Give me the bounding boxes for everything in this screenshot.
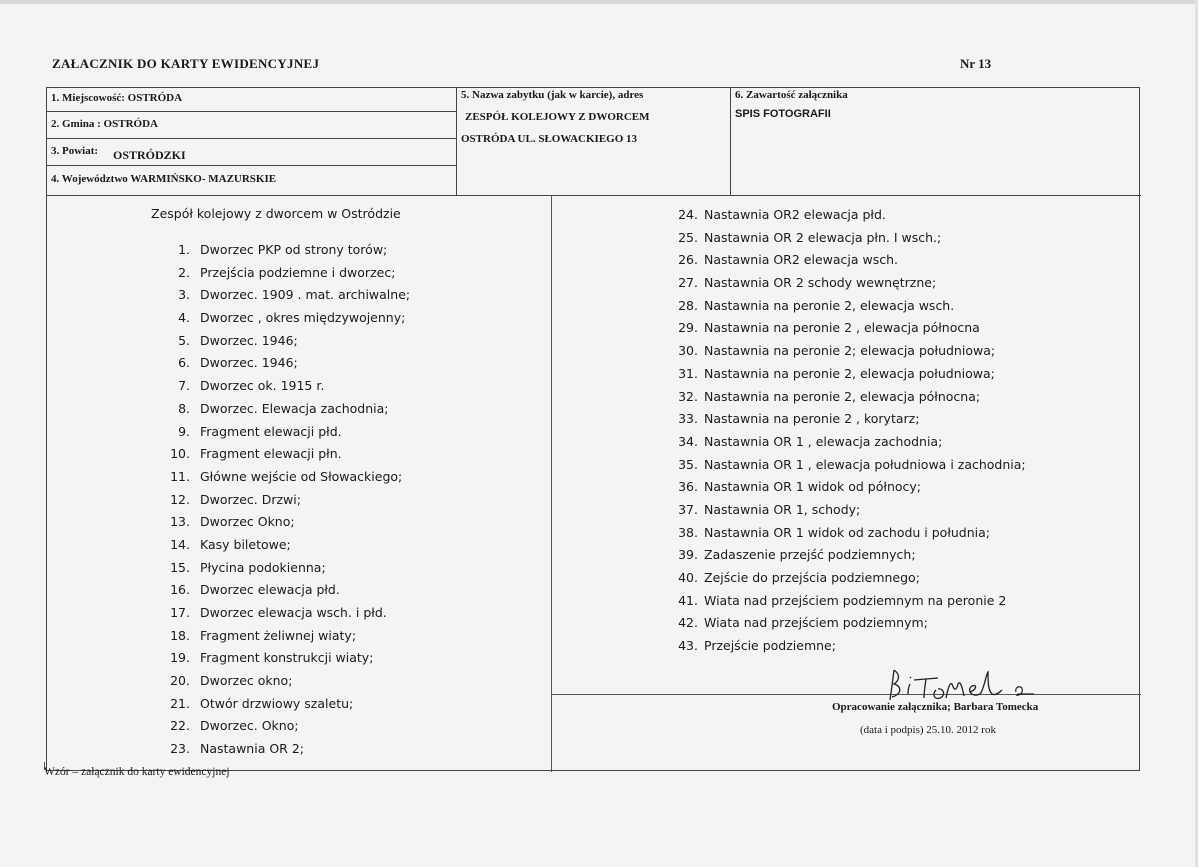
photo-list-item [150, 375, 530, 398]
photo-item-number: 29. [678, 320, 698, 336]
photo-item-text: Przejście podziemne; [704, 638, 836, 654]
photo-list-item [674, 363, 1134, 386]
photo-list-item [674, 544, 1134, 567]
photo-list-item [150, 489, 530, 512]
field-nazwa-line1: ZESPÓŁ KOLEJOWY Z DWORCEM [465, 111, 650, 123]
photo-item-number: 30. [678, 343, 698, 359]
photo-list-item [150, 511, 530, 534]
photo-item-number: 2. [178, 264, 190, 280]
scan-edge-top [0, 0, 1198, 4]
photo-list-item [150, 421, 530, 444]
photo-item-number: 35. [678, 456, 698, 472]
photo-item-text: Nastawnia OR 2; [200, 741, 304, 757]
photo-item-text: Fragment elewacji płd. [200, 423, 342, 439]
photo-item-text: Dworzec. 1946; [200, 355, 298, 371]
photo-list-item [150, 239, 530, 262]
photo-item-text: Fragment elewacji płn. [200, 446, 342, 462]
photo-list-item [150, 647, 530, 670]
field-nazwa-label: 5. Nazwa zabytku (jak w karcie), adres [461, 89, 644, 101]
photo-list-item [674, 295, 1134, 318]
photo-list-item [150, 579, 530, 602]
photo-item-text: Wiata nad przejściem podziemnym na peronie 2 [704, 592, 1007, 608]
field-wojewodztwo-text: 4. Województwo WARMIŃSKO- MAZURSKIE [51, 173, 277, 185]
photo-item-number: 1. [178, 242, 190, 257]
photo-item-number: 36. [678, 479, 698, 495]
photo-item-number: 3. [178, 287, 190, 303]
photo-item-text: Dworzec elewacja wsch. i płd. [200, 605, 387, 620]
signature-rule [552, 694, 1141, 695]
photo-item-text: Nastawnia OR 2 schody wewnętrzne; [704, 275, 937, 291]
photo-item-number: 41. [678, 592, 698, 608]
photo-item-text: Dworzec Okno; [200, 514, 295, 530]
photo-item-number: 18. [170, 627, 190, 643]
photo-item-number: 34. [678, 433, 698, 449]
photo-list-item [674, 340, 1134, 363]
photo-item-number: 39. [678, 547, 698, 563]
photo-list-left [150, 239, 530, 761]
handwritten-signature [884, 664, 1044, 706]
prepared-by: Opracowanie załącznika; Barbara Tomecka [832, 701, 1039, 713]
photo-item-text: Nastawnia na peronie 2, elewacja wsch. [704, 297, 955, 313]
photo-item-text: Nastawnia na peronie 2; elewacja południowa; [704, 343, 996, 359]
photo-item-text: Dworzec PKP od strony torów; [200, 242, 388, 257]
photo-list-item [150, 352, 530, 375]
photo-item-text: Fragment żeliwnej wiaty; [200, 627, 357, 643]
date-and-signature-line: (data i podpis) 25.10. 2012 rok [860, 724, 996, 736]
field-nazwa-line2: OSTRÓDA UL. SŁOWACKIEGO 13 [461, 133, 638, 145]
photo-item-number: 15. [170, 559, 190, 575]
photo-item-number: 43. [678, 638, 698, 654]
photo-item-text: Przejścia podziemne i dworzec; [200, 264, 396, 280]
photo-list-item [674, 204, 1134, 227]
photo-item-number: 21. [170, 695, 190, 711]
field-zawartosc [731, 88, 1141, 196]
photo-list-item [674, 499, 1134, 522]
photo-item-text: Nastawnia OR 1 widok od północy; [704, 479, 921, 495]
footer-note: Wzór – załącznik do karty ewidencyjnej [44, 766, 230, 778]
photo-item-number: 4. [178, 310, 190, 326]
photo-item-number: 11. [170, 468, 190, 484]
photo-list-item [674, 612, 1134, 635]
photo-list-item [150, 738, 530, 761]
photo-item-text: Otwór drzwiowy szaletu; [200, 695, 354, 711]
field-nazwa-zabytku [457, 88, 731, 196]
photo-item-text: Wiata nad przejściem podziemnym; [704, 615, 928, 631]
photo-list-item [674, 386, 1134, 409]
photo-list-item [674, 635, 1134, 658]
field-powiat-label: 3. Powiat: [51, 145, 99, 157]
photo-item-text: Dworzec. Okno; [200, 718, 299, 734]
photo-list-item [674, 454, 1134, 477]
field-powiat [47, 139, 457, 166]
photo-list-item [150, 466, 530, 489]
photo-item-number: 7. [178, 378, 190, 394]
photo-list-heading: Zespół kolejowy z dworcem w Ostródzie [151, 206, 401, 221]
photo-list-item [674, 317, 1134, 340]
photo-list-item [150, 398, 530, 421]
photo-item-text: Zadaszenie przejść podziemnych; [704, 547, 916, 563]
photo-item-text: Nastawnia OR2 elewacja płd. [704, 207, 886, 222]
photo-item-number: 23. [170, 741, 190, 757]
photo-list-item [150, 625, 530, 648]
photo-item-number: 12. [170, 491, 190, 507]
photo-item-number: 32. [678, 388, 698, 404]
photo-list-item [150, 534, 530, 557]
photo-list-item [150, 284, 530, 307]
photo-list-item [150, 602, 530, 625]
photo-item-number: 8. [178, 400, 190, 416]
field-miejscowosc-text: 1. Miejscowość: OSTRÓDA [51, 92, 183, 104]
photo-list-item [150, 670, 530, 693]
photo-item-text: Nastawnia OR2 elewacja wsch. [704, 252, 899, 268]
photo-list-item [674, 408, 1134, 431]
photo-item-number: 13. [170, 514, 190, 530]
photo-item-number: 17. [170, 605, 190, 620]
photo-item-number: 5. [178, 332, 190, 348]
photo-item-text: Główne wejście od Słowackiego; [200, 468, 403, 484]
field-powiat-value: OSTRÓDZKI [113, 148, 186, 162]
field-zawartosc-value: SPIS FOTOGRAFII [735, 108, 831, 120]
photo-list-item [674, 522, 1134, 545]
photo-item-number: 6. [178, 355, 190, 371]
photo-item-number: 31. [678, 365, 698, 381]
photo-item-text: Nastawnia na peronie 2 , elewacja północna [704, 320, 980, 336]
photo-item-text: Zejście do przejścia podziemnego; [704, 570, 920, 585]
photo-item-text: Dworzec okno; [200, 673, 293, 689]
photo-item-text: Dworzec. 1909 . mat. archiwalne; [200, 287, 411, 303]
photo-list-item [150, 330, 530, 353]
photo-item-number: 28. [678, 297, 698, 313]
photo-list-item [674, 567, 1134, 590]
photo-item-text: Dworzec elewacja płd. [200, 582, 340, 598]
photo-item-number: 40. [678, 570, 698, 585]
column-divider [551, 196, 552, 772]
photo-list-item [150, 307, 530, 330]
photo-item-number: 24. [678, 207, 698, 222]
photo-list-item [674, 431, 1134, 454]
photo-list-item [150, 443, 530, 466]
photo-list-item [150, 693, 530, 716]
photo-item-text: Dworzec. Drzwi; [200, 491, 301, 507]
photo-item-text: Kasy biletowe; [200, 536, 291, 552]
photo-item-text: Nastawnia na peronie 2, elewacja północna; [704, 388, 981, 404]
photo-item-number: 22. [170, 718, 190, 734]
photo-list-item [674, 272, 1134, 295]
field-gmina-text: 2. Gmina : OSTRÓDA [51, 118, 158, 130]
photo-list-item [150, 715, 530, 738]
photo-item-text: Nastawnia OR 1, schody; [704, 501, 861, 517]
photo-item-text: Dworzec. Elewacja zachodnia; [200, 400, 389, 416]
document-number: Nr 13 [960, 56, 992, 71]
photo-item-text: Nastawnia OR 1 , elewacja zachodnia; [704, 433, 943, 449]
photo-list-right [674, 204, 1134, 658]
photo-item-text: Nastawnia OR 1 , elewacja południowa i zachodnia; [704, 456, 1026, 472]
photo-list-item [674, 476, 1134, 499]
field-miejscowosc [47, 88, 457, 112]
photo-item-number: 38. [678, 524, 698, 540]
photo-item-number: 42. [678, 615, 698, 631]
document-title: ZAŁACZNIK DO KARTY EWIDENCYJNEJ [52, 56, 320, 71]
photo-item-text: Fragment konstrukcji wiaty; [200, 650, 374, 666]
photo-item-text: Nastawnia OR 1 widok od zachodu i południa; [704, 524, 991, 540]
photo-item-number: 33. [678, 411, 698, 427]
photo-item-number: 14. [170, 536, 190, 552]
photo-item-text: Dworzec. 1946; [200, 332, 298, 348]
photo-item-number: 26. [678, 252, 698, 268]
photo-list-item [150, 262, 530, 285]
photo-item-number: 27. [678, 275, 698, 291]
photo-list-item [674, 227, 1134, 250]
photo-item-text: Nastawnia na peronie 2, elewacja południowa; [704, 365, 995, 381]
photo-item-text: Nastawnia na peronie 2 , korytarz; [704, 411, 920, 427]
photo-item-number: 20. [170, 673, 190, 689]
photo-item-number: 37. [678, 501, 698, 517]
photo-item-number: 10. [170, 446, 190, 462]
photo-item-text: Dworzec ok. 1915 r. [200, 378, 325, 394]
photo-item-number: 25. [678, 229, 698, 245]
photo-list-item [674, 590, 1134, 613]
photo-item-text: Płycina podokienna; [200, 559, 326, 575]
photo-item-number: 16. [170, 582, 190, 598]
photo-item-number: 9. [178, 423, 190, 439]
photo-list-item [150, 557, 530, 580]
field-gmina [47, 112, 457, 139]
photo-item-text: Dworzec , okres międzywojenny; [200, 310, 406, 326]
field-wojewodztwo [47, 166, 457, 196]
photo-list-item [674, 249, 1134, 272]
photo-item-text: Nastawnia OR 2 elewacja płn. I wsch.; [704, 229, 942, 245]
field-zawartosc-label: 6. Zawartość załącznika [735, 89, 848, 101]
photo-item-number: 19. [170, 650, 190, 666]
